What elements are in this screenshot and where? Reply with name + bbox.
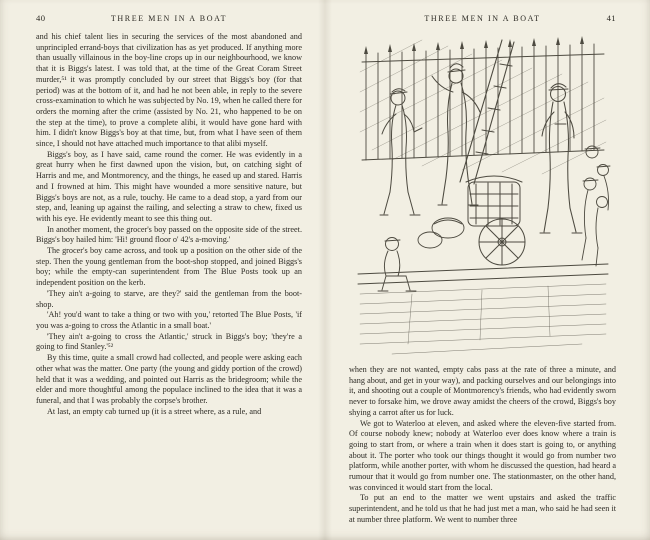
right-page-header xyxy=(349,13,616,23)
running-title-right: THREE MEN IN A BOAT xyxy=(424,14,541,23)
right-page xyxy=(325,0,650,540)
engraving-svg xyxy=(352,32,614,358)
paragraph: 'They ain't a-going to cross the Atlantic,' struck in Biggs's boy; 'they're a going to find Stanley.'⁵² xyxy=(36,331,302,352)
right-page-number: 41 xyxy=(606,13,616,23)
running-title-left: THREE MEN IN A BOAT xyxy=(110,14,228,23)
paragraph: In another moment, the grocer's boy passed on the opposite side of the street. Biggs's boy hailed him: 'Hi! ground floor o' 42's a-moving.' xyxy=(36,224,302,245)
crowd-scene-illustration xyxy=(352,32,614,358)
paragraph: At last, an empty cab turned up (it is a street where, as a rule, and xyxy=(47,406,262,416)
paragraph: 'Ah! you'd want to take a thing or two with you,' retorted The Blue Posts, 'if you was a-going to cross the Atlantic in a small boat.' xyxy=(36,310,302,330)
paragraph: To put an end to the matter we went upstairs and asked the traffic superintendent, and he told us that he had just met a man, who said he had seen it at number three platform. We went to number three xyxy=(349,493,616,524)
left-page-number: 40 xyxy=(36,13,46,23)
paragraph: and his chief talent lies in securing the services of the most abandoned and unprincipled errand-boys that civilization has as yet produced. If anything more than usually villainous in the boy-line crops up in our neighbourhood, we know that it is Biggs's latest. I was told that, at the time of the Great Coram Street murder,⁵¹ it was promptly concluded by our street that Biggs's boy (for that period) was at the bottom of it, and had he not been able, in reply to the severe cross-examination to which he was subjected by No. 19, when he called there for orders the morning after the crime (assisted by No. 21, who happened to be on the step at the time), to prove a complete alibi, it would have gone hard with him. I didn't know Biggs's boy at that time, but, from what I have seen of them since, I should not have attached much importance to that alibi myself. xyxy=(36,32,302,149)
paragraph: The grocer's boy came across, and took up a position on the other side of the step. Then the young gentleman from the boot-shop stopped, and joined Biggs's boy; while the empty-can superintendent from The Blue Posts took up an independent position on the kerb. xyxy=(36,246,302,288)
left-page-header xyxy=(36,13,302,23)
left-page-text xyxy=(36,32,302,417)
paragraph: By this time, quite a small crowd had collected, and people were asking each other what was the matter. One party (the young and giddy portion of the crowd) held that it was a wedding, and pointed out Harris as the bridegroom; while the elder and more thoughtful among the populace inclined to the idea that it was a funeral, and that I was probably the corpse's brother. xyxy=(36,353,302,405)
paragraph: We got to Waterloo at eleven, and asked where the eleven-five started from. Of course nobody knew; nobody at Waterloo ever does know where a train is going to start from, or where a train when it does start is going to, or anything about it. The porter who took our things thought it would go from number two platform, while another porter, with whom he discussed the question, had heard a rumour that it would go from number one. The stationmaster, on the other hand, was convinced it would start from the local. xyxy=(349,418,616,492)
paragraph: Biggs's boy, as I have said, came round the corner. He was evidently in a great hurry when he first dawned upon the vision, but, on catching sight of Harris and me, and Montmorency, and the things, he eased up and stared. Harris and I frowned at him. This might have wounded a more sensitive nature, but Biggs's boys are not, as a rule, touchy. He came to a dead stop, a yard from our step, and, leaning up against the railing, and selecting a straw to chew, fixed us with his eye. He evidently meant to see this thing out. xyxy=(36,149,302,223)
paragraph: 'They ain't a-going to starve, are they?' said the gentleman from the boot-shop. xyxy=(36,288,302,309)
right-page-text xyxy=(349,365,616,526)
paragraph: when they are not wanted, empty cabs pass at the rate of three a minute, and hang about, and get in your way), and packing ourselves and our belongings into it, and shooting out a couple of Montmorency's friends, who had evidently sworn never to forsake him, we drove away amidst the cheers of the crowd, Biggs's boy shying a carrot after us for luck. xyxy=(349,365,616,417)
